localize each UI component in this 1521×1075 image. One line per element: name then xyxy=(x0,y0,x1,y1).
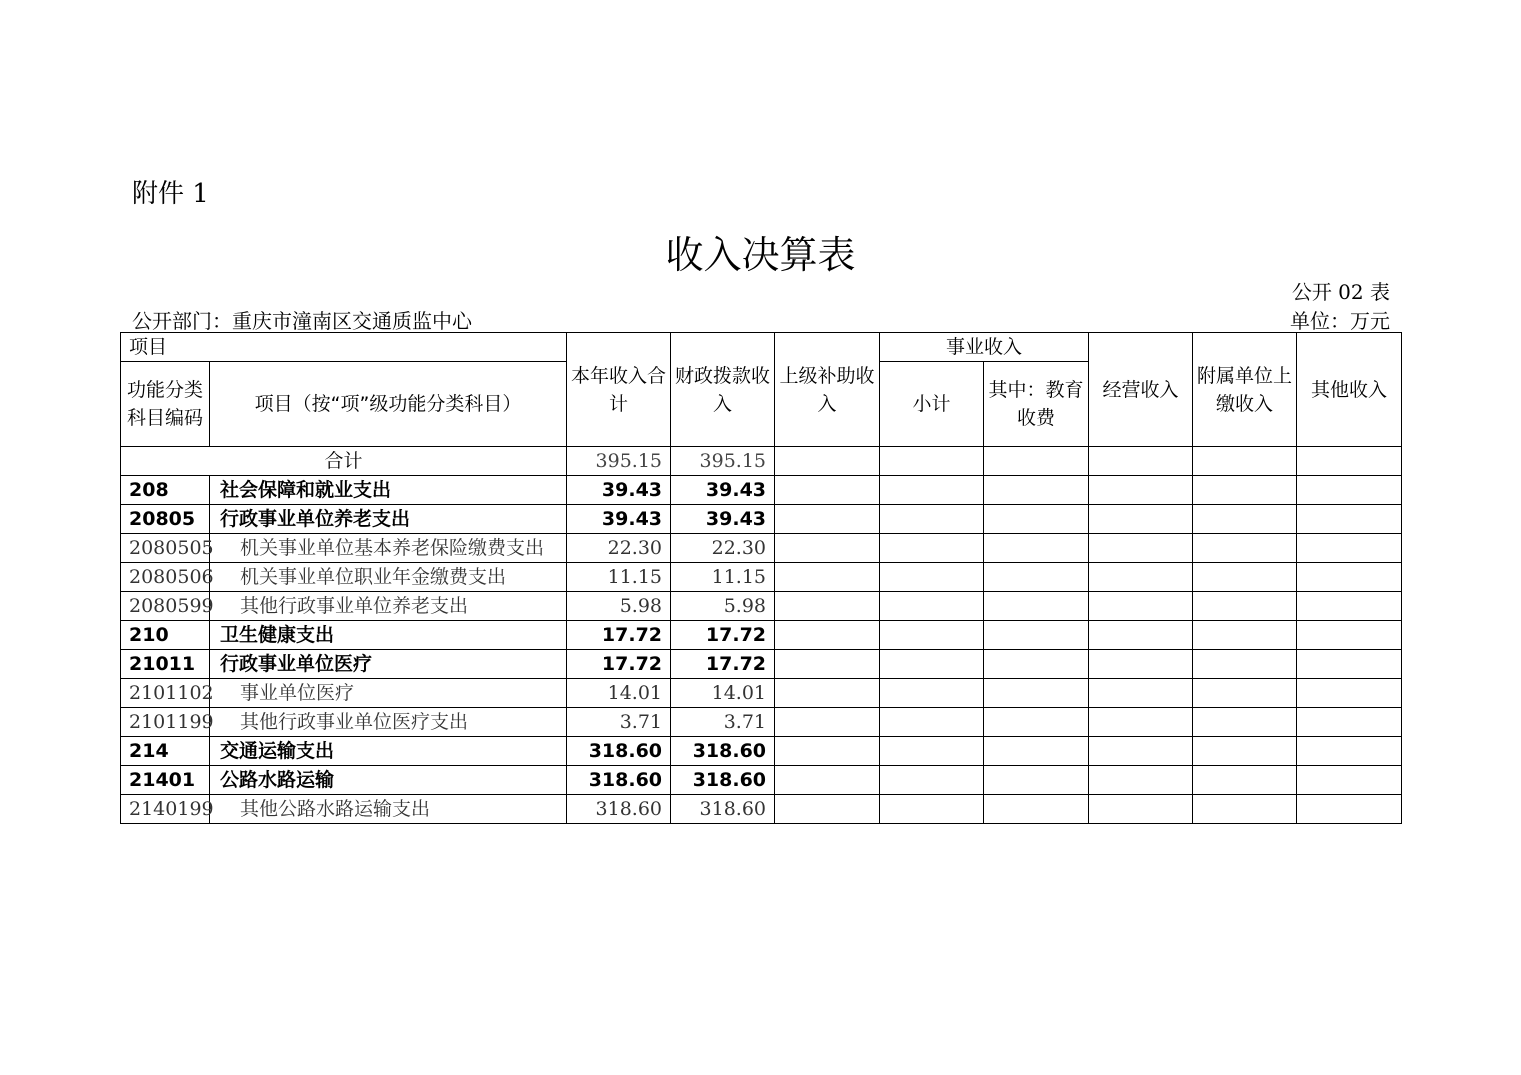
page-title: 收入决算表 xyxy=(665,233,856,277)
empty-cell xyxy=(880,447,984,476)
code-cell: 210 xyxy=(121,621,210,650)
empty-cell xyxy=(1193,534,1297,563)
fiscal-cell: 5.98 xyxy=(671,592,775,621)
table-number: 公开 02 表 xyxy=(1291,280,1390,304)
total-income-cell: 318.60 xyxy=(567,766,671,795)
fiscal-cell: 39.43 xyxy=(671,476,775,505)
empty-cell xyxy=(1089,766,1193,795)
item-name-cell: 事业单位医疗 xyxy=(210,679,567,708)
code-cell: 2101199 xyxy=(121,708,210,737)
empty-cell xyxy=(1089,650,1193,679)
empty-cell xyxy=(1089,505,1193,534)
total-income-cell: 3.71 xyxy=(567,708,671,737)
empty-cell xyxy=(1297,505,1402,534)
empty-cell xyxy=(880,737,984,766)
item-name-cell: 交通运输支出 xyxy=(210,737,567,766)
code-cell: 214 xyxy=(121,737,210,766)
empty-cell xyxy=(1193,766,1297,795)
empty-cell xyxy=(1089,679,1193,708)
empty-cell xyxy=(880,534,984,563)
code-cell: 20805 xyxy=(121,505,210,534)
code-cell: 21401 xyxy=(121,766,210,795)
header-item-name: 项目（按“项”级功能分类科目） xyxy=(210,362,567,447)
empty-cell xyxy=(775,476,880,505)
empty-cell xyxy=(1297,592,1402,621)
empty-cell xyxy=(1193,592,1297,621)
header-fiscal: 财政拨款收入 xyxy=(671,333,775,447)
empty-cell xyxy=(775,650,880,679)
header-func-code: 功能分类科目编码 xyxy=(121,362,210,447)
department-label: 公开部门：重庆市潼南区交通质监中心 xyxy=(132,309,472,333)
item-name-cell: 机关事业单位职业年金缴费支出 xyxy=(210,563,567,592)
empty-cell xyxy=(984,563,1089,592)
code-cell: 2101102 xyxy=(121,679,210,708)
empty-cell xyxy=(984,766,1089,795)
empty-cell xyxy=(1089,708,1193,737)
item-name-cell: 社会保障和就业支出 xyxy=(210,476,567,505)
header-superior: 上级补助收入 xyxy=(775,333,880,447)
header-total-income: 本年收入合计 xyxy=(567,333,671,447)
fiscal-cell: 22.30 xyxy=(671,534,775,563)
empty-cell xyxy=(984,795,1089,824)
total-income-cell: 22.30 xyxy=(567,534,671,563)
code-cell: 2080599 xyxy=(121,592,210,621)
empty-cell xyxy=(775,708,880,737)
empty-cell xyxy=(1297,534,1402,563)
code-cell: 21011 xyxy=(121,650,210,679)
total-fiscal-cell: 395.15 xyxy=(671,447,775,476)
item-name-cell: 行政事业单位养老支出 xyxy=(210,505,567,534)
empty-cell xyxy=(984,592,1089,621)
empty-cell xyxy=(775,621,880,650)
empty-cell xyxy=(880,476,984,505)
header-project: 项目 xyxy=(121,333,567,362)
item-name-cell: 其他公路水路运输支出 xyxy=(210,795,567,824)
table-row xyxy=(121,650,1402,679)
empty-cell xyxy=(984,679,1089,708)
total-income-cell: 39.43 xyxy=(567,476,671,505)
empty-cell xyxy=(984,650,1089,679)
empty-cell xyxy=(1297,708,1402,737)
empty-cell xyxy=(880,650,984,679)
empty-cell xyxy=(1089,476,1193,505)
total-income-cell: 11.15 xyxy=(567,563,671,592)
empty-cell xyxy=(1089,447,1193,476)
header-affiliated: 附属单位上缴收入 xyxy=(1193,333,1297,447)
total-income-cell: 318.60 xyxy=(567,737,671,766)
table-row xyxy=(121,505,1402,534)
empty-cell xyxy=(880,679,984,708)
empty-cell xyxy=(984,534,1089,563)
income-table xyxy=(120,332,1402,824)
empty-cell xyxy=(775,447,880,476)
table-row xyxy=(121,534,1402,563)
empty-cell xyxy=(1089,621,1193,650)
fiscal-cell: 318.60 xyxy=(671,766,775,795)
empty-cell xyxy=(775,679,880,708)
empty-cell xyxy=(775,563,880,592)
code-cell: 2080505 xyxy=(121,534,210,563)
total-income-cell: 318.60 xyxy=(567,795,671,824)
empty-cell xyxy=(1297,621,1402,650)
table-row xyxy=(121,563,1402,592)
empty-cell xyxy=(1193,679,1297,708)
fiscal-cell: 14.01 xyxy=(671,679,775,708)
empty-cell xyxy=(1193,708,1297,737)
empty-cell xyxy=(984,476,1089,505)
empty-cell xyxy=(880,795,984,824)
empty-cell xyxy=(1193,621,1297,650)
fiscal-cell: 3.71 xyxy=(671,708,775,737)
empty-cell xyxy=(1193,447,1297,476)
unit-label: 单位：万元 xyxy=(1290,309,1390,333)
empty-cell xyxy=(775,737,880,766)
empty-cell xyxy=(775,766,880,795)
fiscal-cell: 39.43 xyxy=(671,505,775,534)
empty-cell xyxy=(1297,447,1402,476)
item-name-cell: 机关事业单位基本养老保险缴费支出 xyxy=(210,534,567,563)
empty-cell xyxy=(1297,679,1402,708)
fiscal-cell: 318.60 xyxy=(671,737,775,766)
empty-cell xyxy=(984,737,1089,766)
empty-cell xyxy=(775,534,880,563)
empty-cell xyxy=(1193,795,1297,824)
empty-cell xyxy=(1089,534,1193,563)
empty-cell xyxy=(984,505,1089,534)
total-income-cell: 395.15 xyxy=(567,447,671,476)
empty-cell xyxy=(775,795,880,824)
code-cell: 2080506 xyxy=(121,563,210,592)
table-row xyxy=(121,679,1402,708)
empty-cell xyxy=(880,505,984,534)
empty-cell xyxy=(1089,592,1193,621)
empty-cell xyxy=(1193,505,1297,534)
empty-cell xyxy=(880,766,984,795)
total-label: 合计 xyxy=(121,447,567,476)
header-other: 其他收入 xyxy=(1297,333,1402,447)
table-row xyxy=(121,476,1402,505)
empty-cell xyxy=(775,505,880,534)
empty-cell xyxy=(1297,563,1402,592)
fiscal-cell: 17.72 xyxy=(671,650,775,679)
table-row xyxy=(121,592,1402,621)
empty-cell xyxy=(880,592,984,621)
fiscal-cell: 17.72 xyxy=(671,621,775,650)
empty-cell xyxy=(1193,563,1297,592)
empty-cell xyxy=(984,708,1089,737)
header-education: 其中：教育收费 xyxy=(984,362,1089,447)
fiscal-cell: 11.15 xyxy=(671,563,775,592)
empty-cell xyxy=(1193,737,1297,766)
empty-cell xyxy=(880,621,984,650)
empty-cell xyxy=(880,708,984,737)
empty-cell xyxy=(1089,563,1193,592)
total-income-cell: 17.72 xyxy=(567,621,671,650)
empty-cell xyxy=(1297,650,1402,679)
total-income-cell: 5.98 xyxy=(567,592,671,621)
table-row xyxy=(121,621,1402,650)
empty-cell xyxy=(1089,795,1193,824)
header-operating: 经营收入 xyxy=(1089,333,1193,447)
empty-cell xyxy=(775,592,880,621)
empty-cell xyxy=(984,447,1089,476)
empty-cell xyxy=(1297,766,1402,795)
table-row xyxy=(121,737,1402,766)
empty-cell xyxy=(1193,650,1297,679)
empty-cell xyxy=(1193,476,1297,505)
header-business-income: 事业收入 xyxy=(880,333,1089,362)
table-row xyxy=(121,766,1402,795)
item-name-cell: 其他行政事业单位养老支出 xyxy=(210,592,567,621)
total-income-cell: 14.01 xyxy=(567,679,671,708)
empty-cell xyxy=(1297,476,1402,505)
total-row xyxy=(121,447,1402,476)
code-cell: 2140199 xyxy=(121,795,210,824)
attachment-label: 附件 1 xyxy=(132,179,209,209)
item-name-cell: 行政事业单位医疗 xyxy=(210,650,567,679)
empty-cell xyxy=(1089,737,1193,766)
item-name-cell: 公路水路运输 xyxy=(210,766,567,795)
table-row xyxy=(121,795,1402,824)
header-subtotal: 小计 xyxy=(880,362,984,447)
total-income-cell: 17.72 xyxy=(567,650,671,679)
total-income-cell: 39.43 xyxy=(567,505,671,534)
empty-cell xyxy=(1297,795,1402,824)
empty-cell xyxy=(880,563,984,592)
empty-cell xyxy=(984,621,1089,650)
item-name-cell: 其他行政事业单位医疗支出 xyxy=(210,708,567,737)
item-name-cell: 卫生健康支出 xyxy=(210,621,567,650)
empty-cell xyxy=(1297,737,1402,766)
fiscal-cell: 318.60 xyxy=(671,795,775,824)
table-row xyxy=(121,708,1402,737)
code-cell: 208 xyxy=(121,476,210,505)
